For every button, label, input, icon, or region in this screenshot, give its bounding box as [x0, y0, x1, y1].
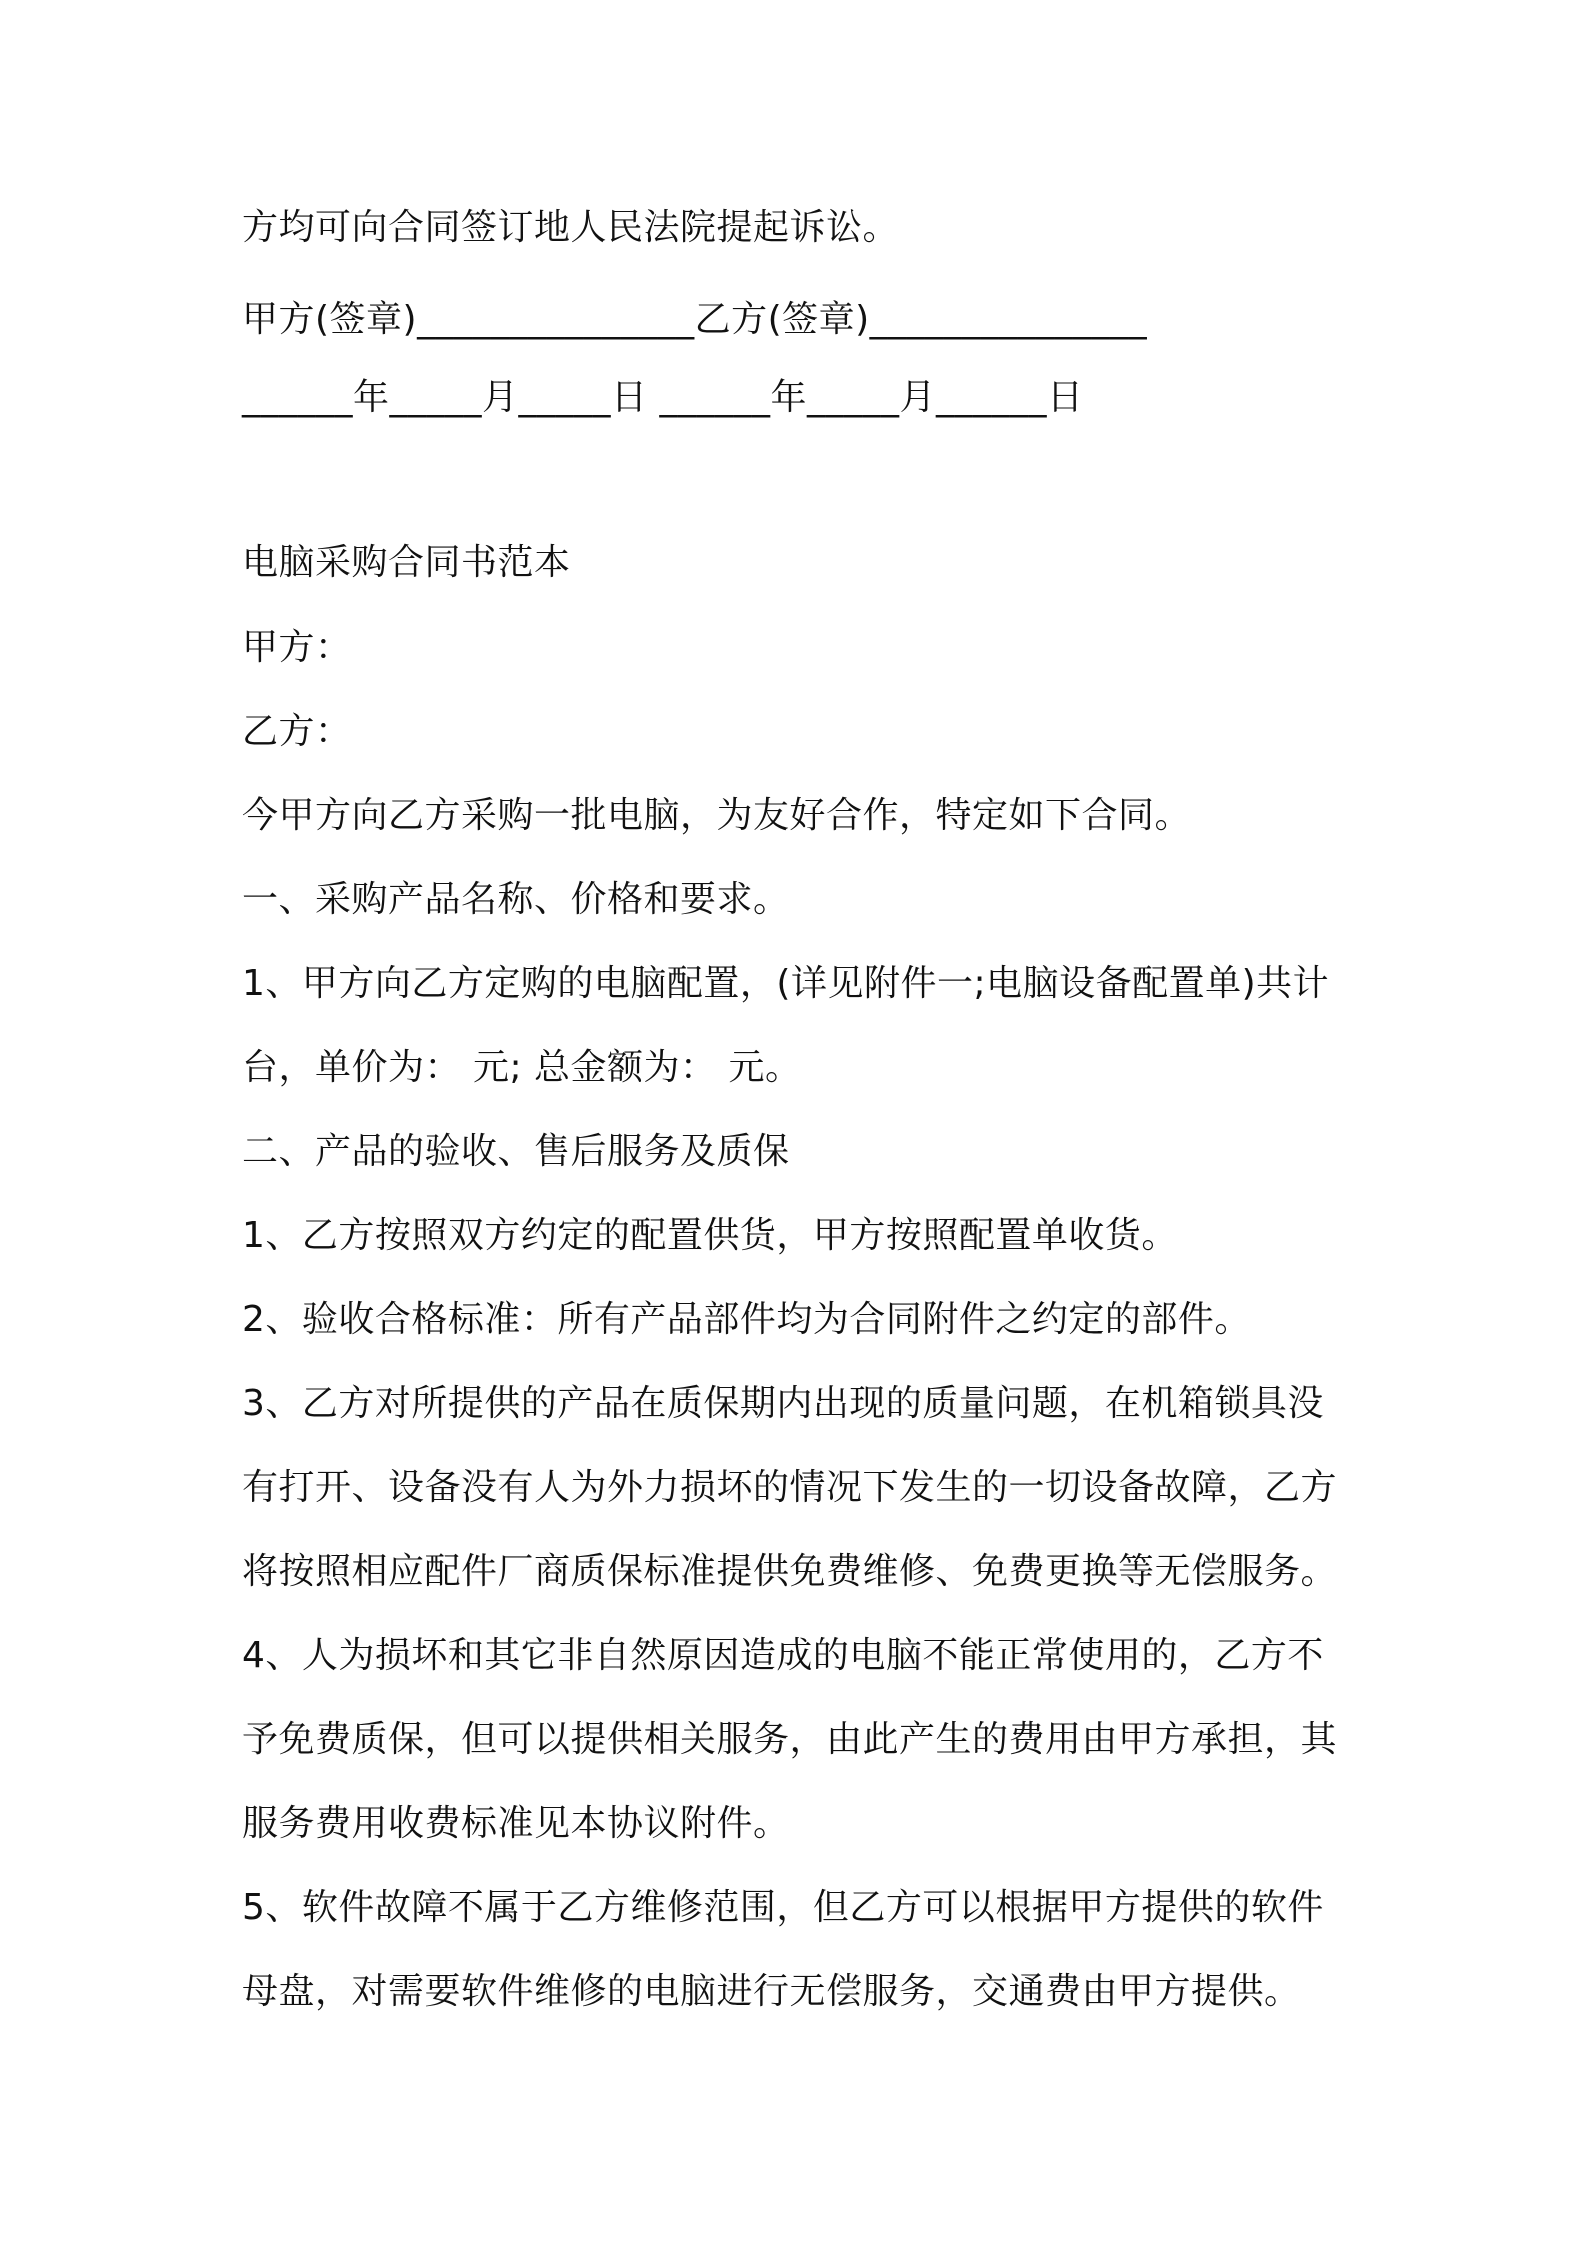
clause-2-4-line-3: 服务费用收费标准见本协议附件。 [242, 1803, 790, 1844]
clause-1-1-line-2: 台，单价为： 元; 总金额为： 元。 [242, 1047, 802, 1088]
clause-2-4-line-1: 4、人为损坏和其它非自然原因造成的电脑不能正常使用的，乙方不 [242, 1635, 1324, 1676]
date-line: ______年_____月_____日 ______年_____月______日 [242, 377, 1084, 418]
section-heading-2: 二、产品的验收、售后服务及质保 [242, 1131, 790, 1172]
party-a-label: 甲方： [242, 627, 352, 668]
intro-line: 今甲方向乙方采购一批电脑，为友好合作，特定如下合同。 [242, 795, 1192, 836]
document-title: 电脑采购合同书范本 [242, 542, 571, 583]
clause-2-3-line-1: 3、乙方对所提供的产品在质保期内出现的质量问题，在机箱锁具没 [242, 1383, 1324, 1424]
clause-2-3-line-3: 将按照相应配件厂商质保标准提供免费维修、免费更换等无偿服务。 [242, 1551, 1338, 1592]
clause-2-3-line-2: 有打开、设备没有人为外力损坏的情况下发生的一切设备故障，乙方 [242, 1467, 1338, 1508]
section-heading-1: 一、采购产品名称、价格和要求。 [242, 879, 790, 920]
clause-2-5-line-1: 5、软件故障不属于乙方维修范围，但乙方可以根据甲方提供的软件 [242, 1887, 1324, 1928]
clause-2-1: 1、乙方按照双方约定的配置供货，甲方按照配置单收货。 [242, 1215, 1178, 1256]
text-line-1: 方均可向合同签订地人民法院提起诉讼。 [242, 207, 900, 248]
clause-2-4-line-2: 予免费质保，但可以提供相关服务，由此产生的费用由甲方承担，其 [242, 1719, 1338, 1760]
clause-2-2: 2、验收合格标准：所有产品部件均为合同附件之约定的部件。 [242, 1299, 1251, 1340]
signature-line: 甲方(签章)_______________乙方(签章)_______________ [242, 299, 1148, 340]
party-b-label: 乙方： [242, 711, 352, 752]
clause-1-1-line-1: 1、甲方向乙方定购的电脑配置，(详见附件一;电脑设备配置单)共计 [242, 963, 1330, 1004]
clause-2-5-line-2: 母盘，对需要软件维修的电脑进行无偿服务，交通费由甲方提供。 [242, 1971, 1301, 2012]
